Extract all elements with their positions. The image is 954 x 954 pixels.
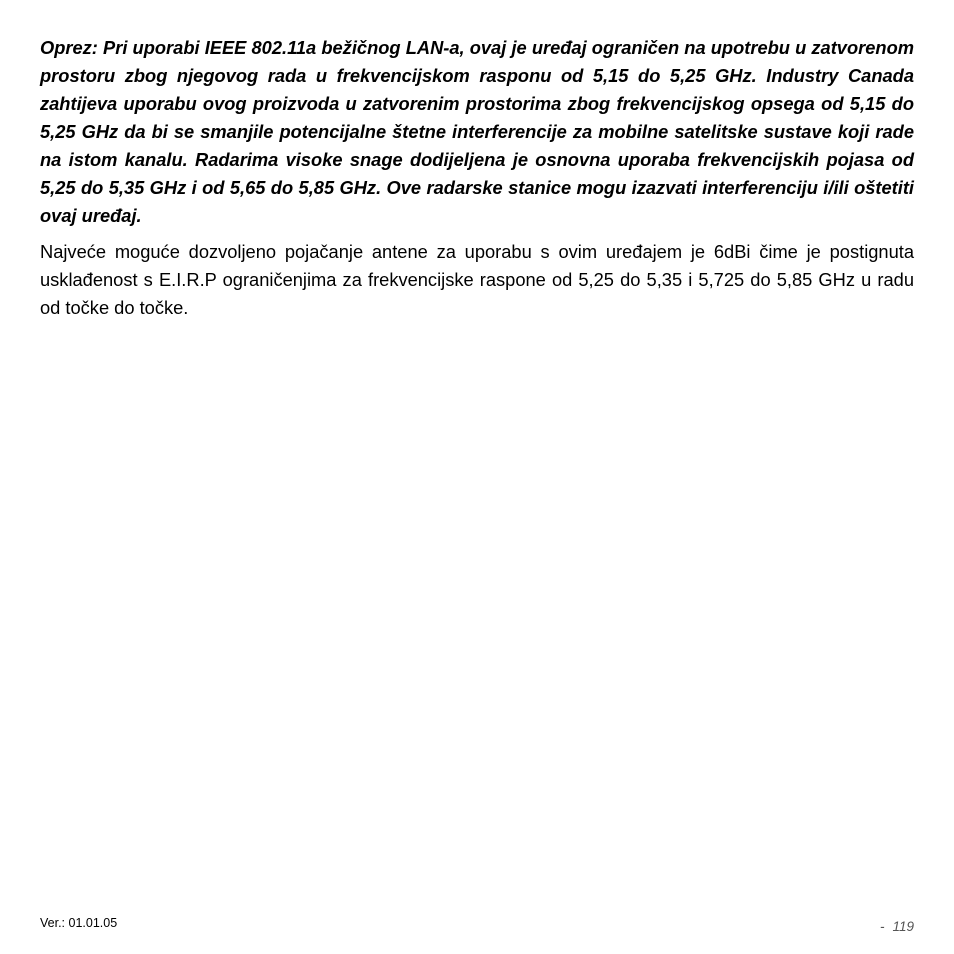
page-number [880, 919, 914, 935]
version-label: Ver.: 01.01.05 [40, 916, 118, 930]
page-number-dash: - [879, 919, 885, 934]
document-body [40, 34, 914, 322]
antenna-gain-paragraph: Najveće moguće dozvoljeno pojačanje antene za uporabu s ovim uređajem je 6dBi čime je postignuta usklađenost s E.I.R.P ograničenjima za frekvencijske raspone od 5,25 do 5,35 i 5,725 do 5,85 GHz u radu od točke do točke. [40, 241, 914, 318]
page-number-value: 119 [892, 919, 914, 934]
caution-paragraph: Oprez: Pri uporabi IEEE 802.11a bežičnog LAN-a, ovaj je uređaj ograničen na upotrebu u zatvorenom prostoru zbog njegovog rada u frekvencijskom rasponu od 5,15 do 5,25 GHz. Industry Canada zahtijeva uporabu ovog proizvoda u zatvorenim prostorima zbog frekvencijskog opsega od 5,15 do 5,25 GHz da bi se smanjile potencijalne štetne interferencije za mobilne satelitske sustave koji rade na istom kanalu. Radarima visoke snage dodijeljena je osnovna uporaba frekvencijskih pojasa od 5,25 do 5,35 GHz i od 5,65 do 5,85 GHz. Ove radarske stanice mogu izazvati interferenciju i/ili oštetiti ovaj uređaj. [40, 37, 914, 226]
